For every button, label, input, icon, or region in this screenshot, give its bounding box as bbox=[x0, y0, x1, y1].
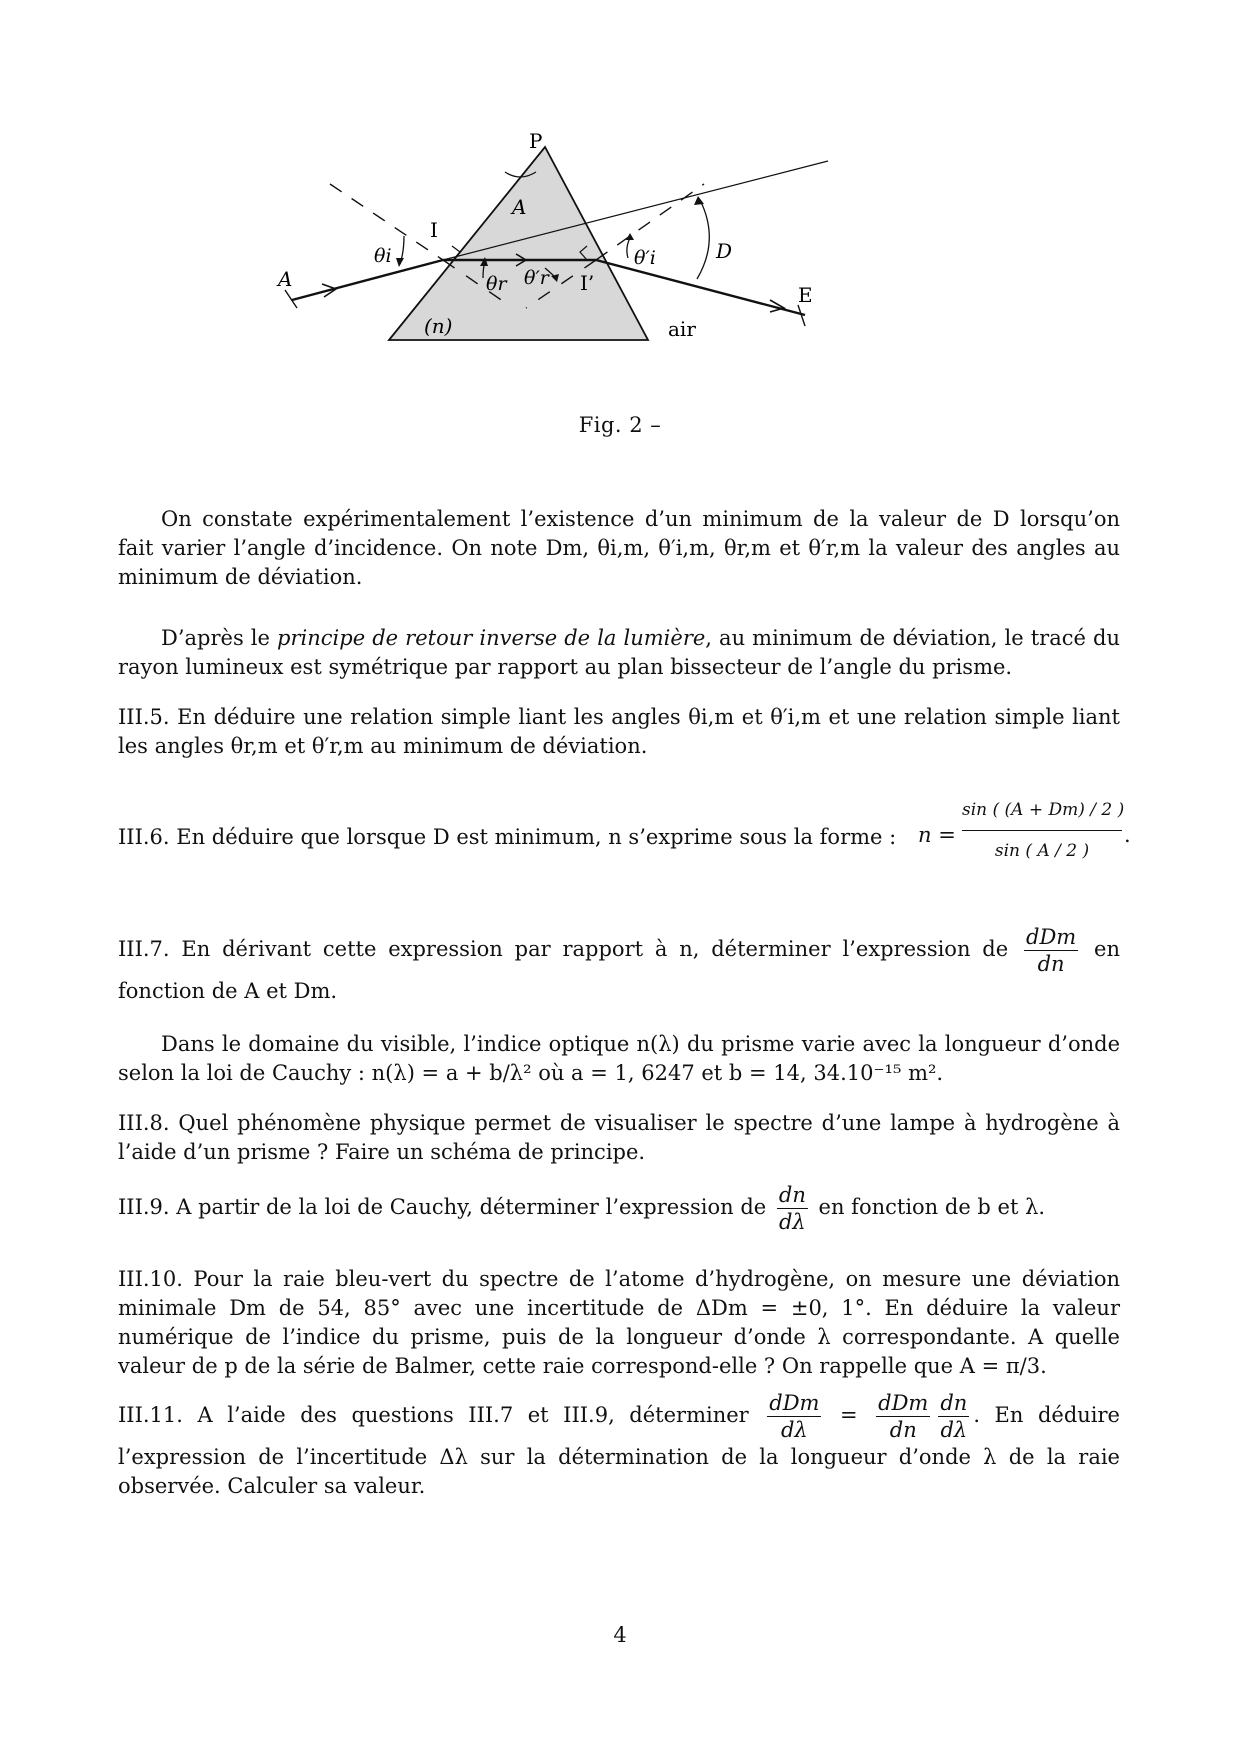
label-theta-i: θi bbox=[374, 245, 392, 267]
question-III-10: III.10. Pour la raie bleu-vert du spectre de l’atome d’hydrogène, on mesure une déviation minimale Dm de 54, 85° avec une incertitude de ΔDm = ±0, 1°. En déduire la valeur numérique de l’indice du prisme, puis de la longueur d’onde λ correspondante. A quelle valeur de p de la série de Balmer, cette raie correspond-elle ? On rappelle que A = π/3. bbox=[118, 1267, 1120, 1378]
q11-equals: = bbox=[840, 1403, 858, 1427]
theta-i-arrowhead bbox=[396, 258, 404, 267]
equation-III-6 bbox=[918, 790, 1148, 900]
paragraph-cauchy-law: Dans le domaine du visible, l’indice optique n(λ) du prisme varie avec la longueur d’onde selon la loi de Cauchy : n(λ) = a + b/λ² où a = 1, 6247 et b = 14, 34.10⁻¹⁵ m². bbox=[118, 1032, 1120, 1085]
theta-i-prime-arc bbox=[627, 238, 630, 258]
label-A-point: A bbox=[278, 267, 293, 291]
label-n: (n) bbox=[424, 314, 453, 338]
label-E: E bbox=[798, 283, 813, 307]
label-theta-i-prime: θ′i bbox=[634, 247, 656, 269]
q9-start: III.9. A partir de la loi de Cauchy, déterminer l’expression de bbox=[118, 1195, 767, 1219]
label-I-prime: I’ bbox=[580, 271, 595, 295]
eq6-numerator: sin ( (A + Dm) / 2 ) bbox=[962, 790, 1122, 831]
prism-figure bbox=[278, 129, 940, 400]
theta-i-prime-arrowhead bbox=[626, 233, 634, 240]
question-III-7 bbox=[118, 924, 1120, 1006]
question-III-8: III.8. Quel phénomène physique permet de visualiser le spectre d’une lampe à hydrogène à l’aide d’un prisme ? Faire un schéma de principe. bbox=[118, 1111, 1120, 1164]
q11-end: . En déduire l’expression de l’incertitude Δλ sur la détermination de la longueur d’onde λ de la raie observée. Calculer sa valeur. bbox=[118, 1403, 1120, 1498]
label-theta-r-prime: θ′r bbox=[524, 267, 549, 289]
q7-fraction bbox=[1024, 924, 1078, 977]
q7-frac-num: dDm bbox=[1026, 925, 1077, 949]
label-theta-r: θr bbox=[486, 273, 507, 295]
q11-start: III.11. A l’aide des questions III.7 et III.9, déterminer bbox=[118, 1403, 749, 1427]
paragraph-inverse-return bbox=[118, 624, 1120, 682]
q9-fraction bbox=[777, 1182, 808, 1235]
q11-f3-num: dn bbox=[940, 1391, 968, 1415]
deviation-arc bbox=[697, 200, 709, 279]
label-P: P bbox=[529, 129, 543, 153]
question-III-9 bbox=[118, 1182, 1120, 1235]
eq6-lhs: n = bbox=[918, 823, 956, 847]
label-I: I bbox=[430, 218, 438, 242]
q11-f2-num: dDm bbox=[878, 1391, 929, 1415]
q11-f1-num: dDm bbox=[769, 1391, 820, 1415]
label-air: air bbox=[668, 317, 696, 341]
p2-emphasis: principe de retour inverse de la lumière bbox=[277, 626, 706, 650]
q7-frac-den: dn bbox=[1037, 952, 1065, 976]
page-number: 4 bbox=[613, 1623, 627, 1647]
paragraph-minimum-deviation: On constate expérimentalement l’existence d’un minimum de la valeur de D lorsqu’on fait varier l’angle d’incidence. On note Dm, θi,m, θ′i,m, θr,m et θ′r,m la valeur des angles au minimum de déviation. bbox=[118, 507, 1120, 589]
q9-frac-den: dλ bbox=[778, 1210, 806, 1234]
label-A-angle: A bbox=[512, 195, 527, 219]
eq6-end: . bbox=[1124, 823, 1131, 847]
q9-end: en fonction de b et λ. bbox=[818, 1195, 1046, 1219]
q11-fraction-1 bbox=[767, 1390, 821, 1443]
label-D: D bbox=[716, 239, 733, 263]
question-III-5: III.5. En déduire une relation simple liant les angles θi,m et θ′i,m et une relation simple liant les angles θr,m et θ′r,m au minimum de déviation. bbox=[118, 705, 1120, 758]
eq6-fraction bbox=[962, 790, 1125, 871]
eq6-denominator: sin ( A / 2 ) bbox=[994, 841, 1090, 861]
deviation-arrowhead bbox=[694, 196, 704, 205]
q9-frac-num: dn bbox=[778, 1183, 806, 1207]
q11-f2-den: dn bbox=[889, 1418, 917, 1442]
prism-shape bbox=[389, 147, 648, 340]
q11-f1-den: dλ bbox=[780, 1418, 808, 1442]
q11-fraction-2 bbox=[876, 1390, 930, 1443]
question-III-11 bbox=[118, 1390, 1120, 1501]
question-III-6: III.6. En déduire que lorsque D est minimum, n s’exprime sous la forme : bbox=[118, 825, 897, 849]
figure-caption: Fig. 2 – bbox=[578, 413, 662, 437]
q7-end: en fonction de A et Dm. bbox=[118, 937, 1120, 1003]
q11-fraction-3 bbox=[938, 1390, 969, 1443]
q7-start: III.7. En dérivant cette expression par rapport à n, déterminer l’expression de bbox=[118, 937, 1009, 961]
p2-start: D’après le bbox=[161, 626, 278, 650]
q11-f3-den: dλ bbox=[940, 1418, 968, 1442]
incident-ray bbox=[292, 260, 443, 300]
p2-end: , au minimum de déviation, le tracé du rayon lumineux est symétrique par rapport au plan bissecteur de l’angle du prisme. bbox=[118, 626, 1120, 679]
